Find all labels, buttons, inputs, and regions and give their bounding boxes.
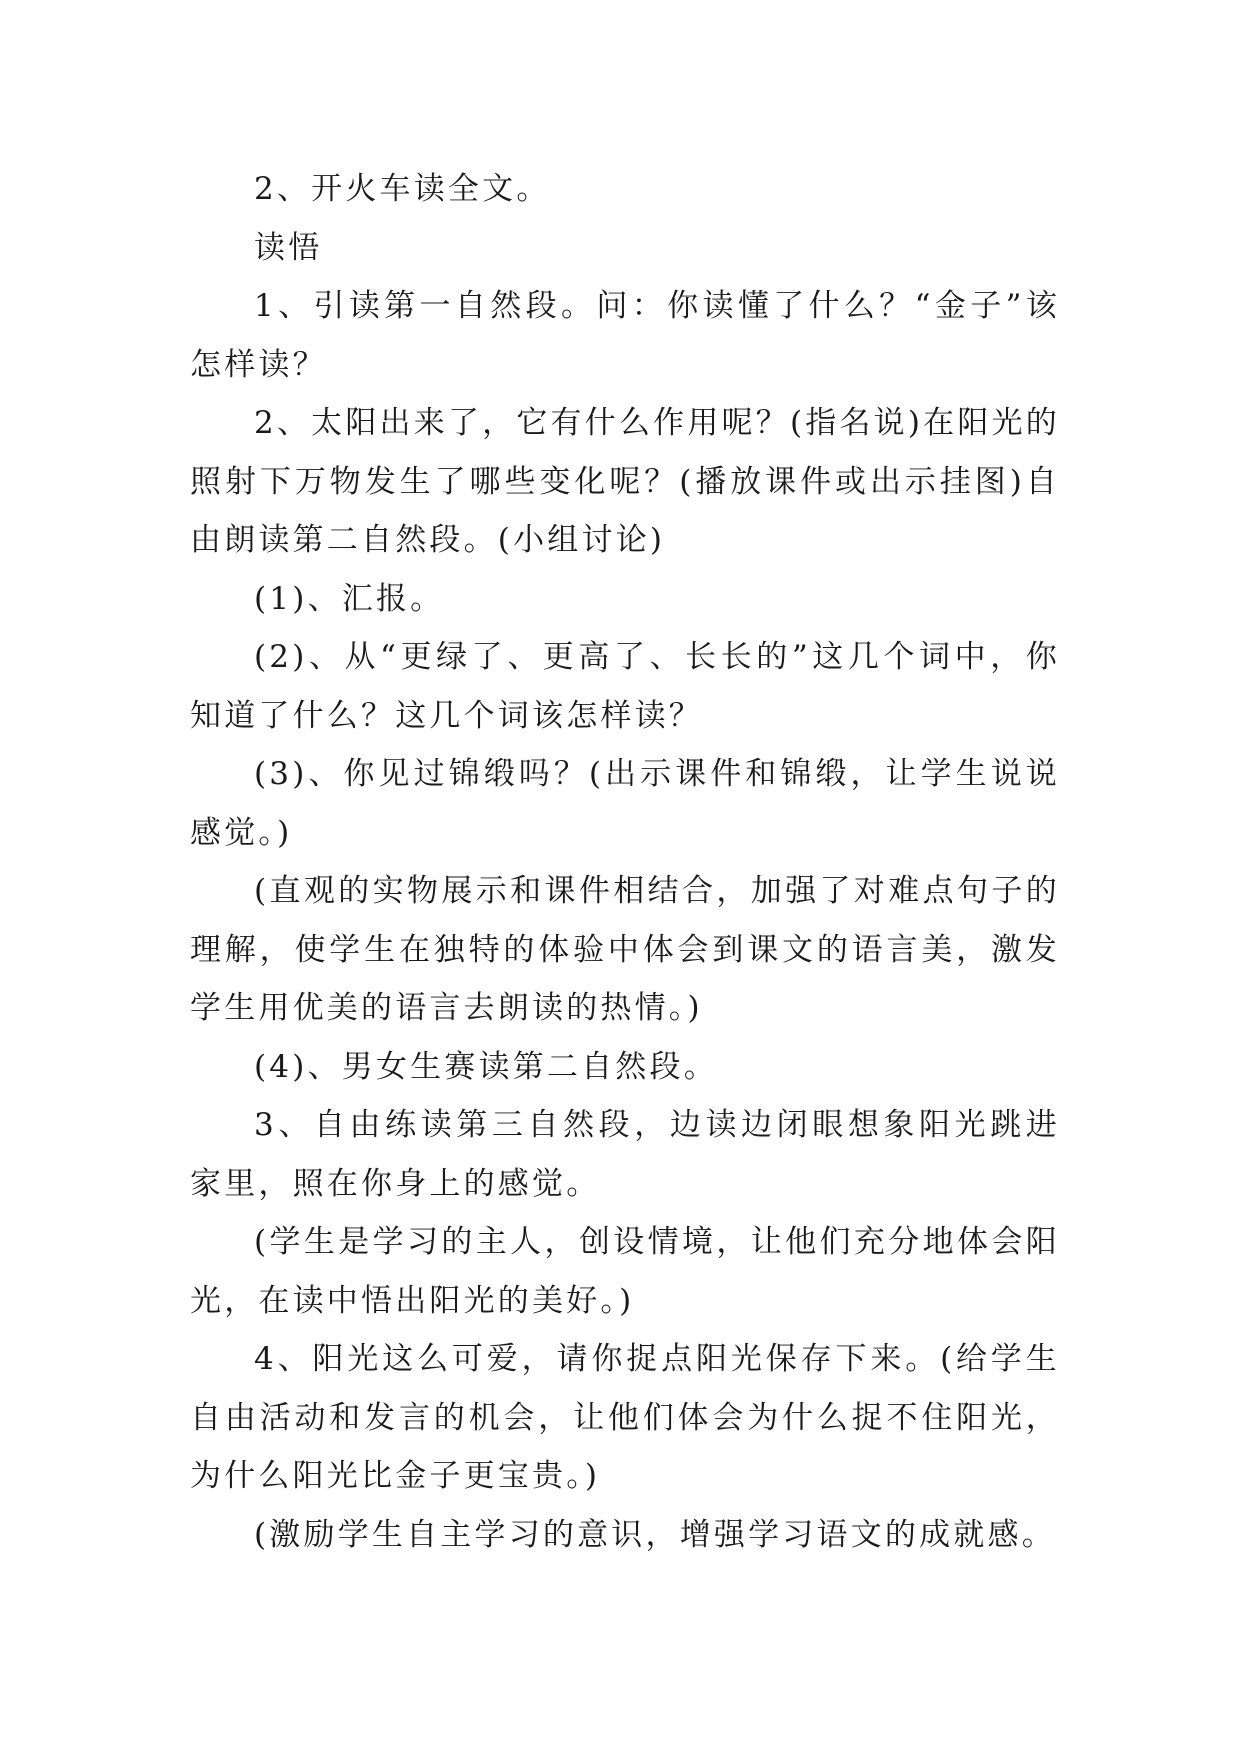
paragraph-catch-sunlight: 4、阳光这么可爱，请你捉点阳光保存下来。(给学生自由活动和发言的机会，让他们体会为什么捉不住阳光，为什么阳光比金子更宝贵。) (190, 1341, 1060, 1494)
paragraph-note-motivation: (激励学生自主学习的意识，增强学习语文的成就感。 (254, 1516, 1056, 1553)
document-body (190, 160, 1060, 1564)
paragraph-read-whole-text: 2、开火车读全文。 (254, 171, 551, 207)
paragraph-sun-effect: 2、太阳出来了，它有什么作用呢？(指名说)在阳光的照射下万物发生了哪些变化呢？(播放课件或出示挂图)自由朗读第二自然段。(小组讨论) (190, 405, 1060, 558)
section-heading-dugu: 读悟 (254, 229, 323, 266)
paragraph-report: (1)、汇报。 (254, 580, 445, 617)
paragraph-third-section: 3、自由练读第三自然段，边读边闭眼想象阳光跳进家里，照在你身上的感觉。 (190, 1107, 1060, 1202)
paragraph-note-students: (学生是学习的主人，创设情境，让他们充分地体会阳光，在读中悟出阳光的美好。) (190, 1224, 1060, 1319)
paragraph-words: (2)、从“更绿了、更高了、长长的”这几个词中，你知道了什么？这几个词该怎样读？ (190, 639, 1060, 734)
paragraph-first-section: 1、引读第一自然段。问：你读懂了什么？“金子”该怎样读？ (190, 288, 1060, 383)
paragraph-note-visual: (直观的实物展示和课件相结合，加强了对难点句子的理解，使学生在独特的体验中体会到课文的语言美，激发学生用优美的语言去朗读的热情。) (190, 873, 1060, 1026)
paragraph-brocade: (3)、你见过锦缎吗？(出示课件和锦缎，让学生说说感觉。) (190, 756, 1060, 851)
paragraph-contest-reading: (4)、男女生赛读第二自然段。 (254, 1048, 718, 1085)
